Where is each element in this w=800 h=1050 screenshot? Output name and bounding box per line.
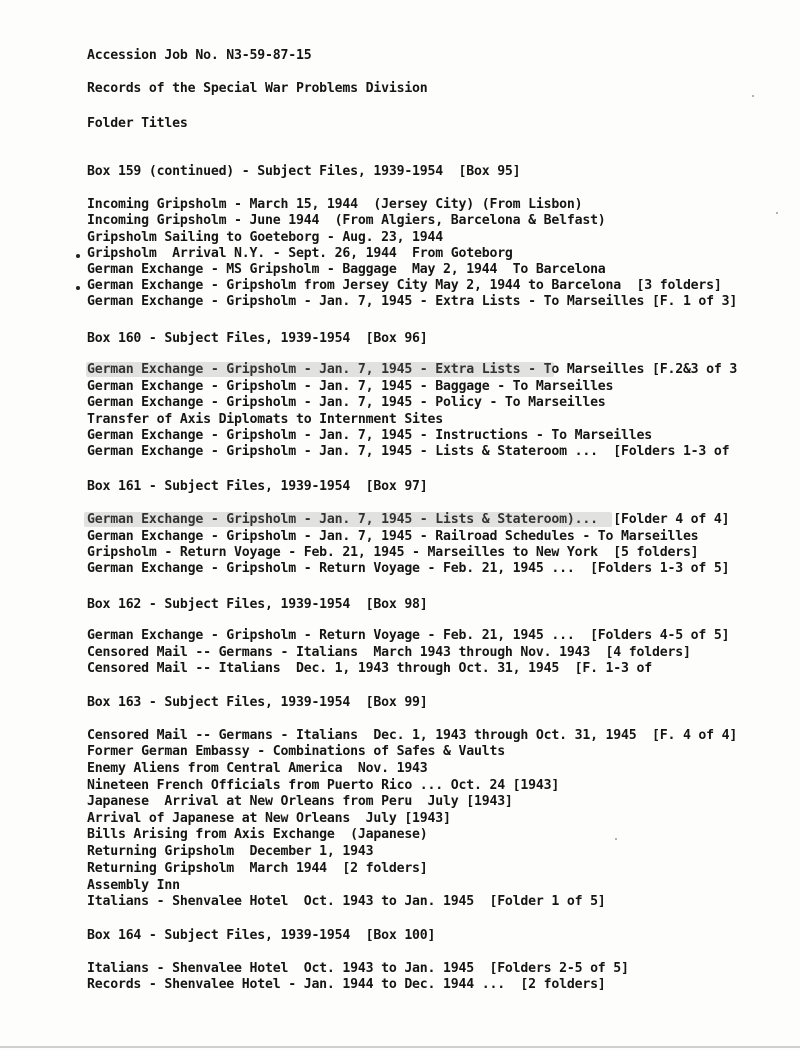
folder-entry: German Exchange - Gripsholm - Jan. 7, 1945 - Lists & Stateroom ... [Folders 1-3 of	[87, 444, 730, 459]
folder-entry: Italians - Shenvalee Hotel Oct. 1943 to Jan. 1945 [Folder 1 of 5]	[87, 894, 606, 909]
bullet-mark	[76, 254, 80, 258]
section-heading: Box 162 - Subject Files, 1939-1954 [Box 98]	[87, 597, 428, 612]
folder-entry: Returning Gripsholm December 1, 1943	[87, 844, 374, 859]
section-heading: Box 159 (continued) - Subject Files, 1939-1954 [Box 95]	[87, 164, 521, 179]
folder-entry: German Exchange - Gripsholm - Jan. 7, 1945 - Extra Lists - To Marseilles [F.2&3 of 3	[87, 362, 738, 377]
folder-entry: German Exchange - Gripsholm - Jan. 7, 1945 - Policy - To Marseilles	[87, 395, 606, 410]
folder-entry: German Exchange - Gripsholm - Return Voyage - Feb. 21, 1945 ... [Folders 4-5 of 5]	[87, 628, 730, 643]
folder-entry: German Exchange - Gripsholm - Return Voyage - Feb. 21, 1945 ... [Folders 1-3 of 5]	[87, 561, 730, 576]
folder-entry: Former German Embassy - Combinations of Safes & Vaults	[87, 744, 505, 759]
folder-entry: German Exchange - MS Gripsholm - Baggage May 2, 1944 To Barcelona	[87, 262, 606, 277]
scan-speck	[752, 95, 754, 97]
folder-entry: Censored Mail -- Germans - Italians Dec. 1, 1943 through Oct. 31, 1945 [F. 4 of 4]	[87, 728, 738, 743]
accession-number: Accession Job No. N3-59-87-15	[87, 48, 312, 63]
bullet-mark	[76, 286, 80, 290]
folder-entry: Gripsholm Sailing to Goeteborg - Aug. 23, 1944	[87, 230, 444, 245]
records-title: Records of the Special War Problems Division	[87, 81, 428, 96]
folder-entry: Assembly Inn	[87, 878, 180, 893]
folder-entry: Italians - Shenvalee Hotel Oct. 1943 to Jan. 1945 [Folders 2-5 of 5]	[87, 961, 629, 976]
folder-titles-label: Folder Titles	[87, 116, 188, 131]
highlight-mark	[86, 362, 554, 377]
section-heading: Box 164 - Subject Files, 1939-1954 [Box 100]	[87, 928, 436, 943]
folder-entry: German Exchange - Gripsholm - Jan. 7, 1945 - Lists & Stateroom)... [Folder 4 of 4]	[87, 512, 730, 527]
scan-edge	[0, 1046, 800, 1048]
folder-entry: Records - Shenvalee Hotel - Jan. 1944 to Dec. 1944 ... [2 folders]	[87, 977, 606, 992]
section-heading: Box 160 - Subject Files, 1939-1954 [Box 96]	[87, 331, 428, 346]
folder-entry: Censored Mail -- Germans - Italians March 1943 through Nov. 1943 [4 folders]	[87, 645, 691, 660]
folder-entry: German Exchange - Gripsholm - Jan. 7, 1945 - Railroad Schedules - To Marseilles	[87, 529, 699, 544]
folder-entry: Japanese Arrival at New Orleans from Peru July [1943]	[87, 794, 513, 809]
folder-entry: German Exchange - Gripsholm - Jan. 7, 1945 - Instructions - To Marseilles	[87, 428, 652, 443]
folder-entry: Bills Arising from Axis Exchange (Japanese)	[87, 827, 428, 842]
folder-entry: Incoming Gripsholm - March 15, 1944 (Jersey City) (From Lisbon)	[87, 197, 583, 212]
folder-entry: Incoming Gripsholm - June 1944 (From Algiers, Barcelona & Belfast)	[87, 213, 606, 228]
folder-entry: Censored Mail -- Italians Dec. 1, 1943 through Oct. 31, 1945 [F. 1-3 of	[87, 661, 652, 676]
scan-speck	[615, 838, 617, 840]
folder-entry: Gripsholm Arrival N.Y. - Sept. 26, 1944 From Goteborg	[87, 246, 513, 261]
highlight-mark	[84, 512, 612, 527]
folder-entry: German Exchange - Gripsholm - Jan. 7, 1945 - Extra Lists - To Marseilles [F. 1 of 3]	[87, 294, 738, 309]
section-heading: Box 163 - Subject Files, 1939-1954 [Box 99]	[87, 695, 428, 710]
scan-speck	[776, 212, 778, 214]
folder-entry: Arrival of Japanese at New Orleans July [1943]	[87, 811, 451, 826]
folder-entry: Gripsholm - Return Voyage - Feb. 21, 1945 - Marseilles to New York [5 folders]	[87, 545, 699, 560]
section-heading: Box 161 - Subject Files, 1939-1954 [Box 97]	[87, 479, 428, 494]
folder-entry: Transfer of Axis Diplomats to Internment Sites	[87, 412, 444, 427]
folder-entry: German Exchange - Gripsholm - Jan. 7, 1945 - Baggage - To Marseilles	[87, 379, 614, 394]
folder-entry: Enemy Aliens from Central America Nov. 1943	[87, 761, 428, 776]
folder-entry: German Exchange - Gripsholm from Jersey City May 2, 1944 to Barcelona [3 folders]	[87, 278, 722, 293]
folder-entry: Returning Gripsholm March 1944 [2 folders]	[87, 861, 428, 876]
folder-entry: Nineteen French Officials from Puerto Rico ... Oct. 24 [1943]	[87, 778, 560, 793]
